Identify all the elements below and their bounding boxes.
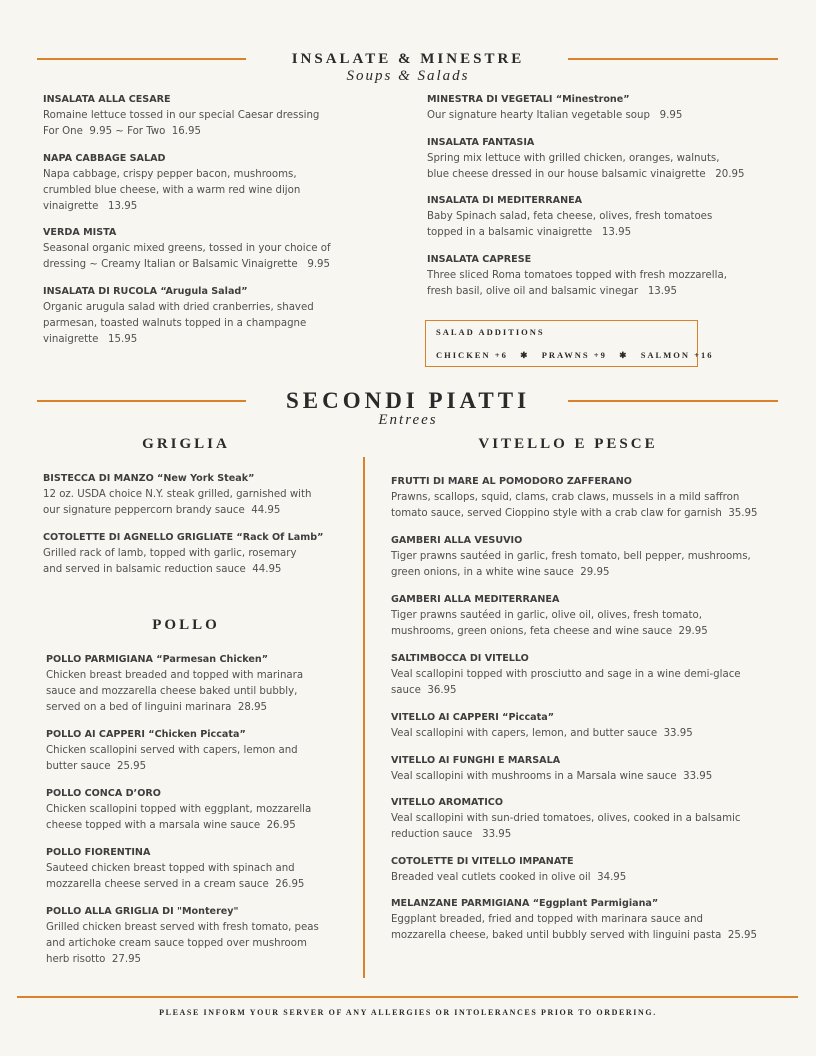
menu-item bbox=[427, 193, 712, 241]
menu-item-name: INSALATA ALLA CESARE bbox=[43, 94, 171, 105]
menu-item-description: Grilled chicken breast served with fresh tomato, peas bbox=[46, 922, 319, 933]
menu-item-name: POLLO AI CAPPERI “Chicken Piccata” bbox=[46, 729, 246, 740]
menu-item-name: POLLO CONCA D’ORO bbox=[46, 788, 161, 799]
menu-item-description: served on a bed of linguini marinara 28.95 bbox=[46, 702, 268, 713]
menu-item bbox=[43, 284, 314, 348]
menu-item-name: POLLO ALLA GRIGLIA DI "Monterey" bbox=[46, 906, 239, 917]
menu-item-description: Sauteed chicken breast topped with spinach and bbox=[46, 863, 295, 874]
menu-item-description: Prawns, scallops, squid, clams, crab claws, mussels in a mild saffron bbox=[391, 492, 740, 503]
menu-item-name: GAMBERI ALLA MEDITERRANEA bbox=[391, 594, 560, 605]
menu-item bbox=[46, 845, 304, 893]
menu-item-description: cheese topped with a marsala wine sauce 26.95 bbox=[46, 820, 296, 831]
menu-item-name: MINESTRA DI VEGETALI “Minestrone” bbox=[427, 94, 630, 105]
menu-item bbox=[391, 592, 708, 640]
menu-item-name: INSALATA CAPRESE bbox=[427, 254, 532, 265]
menu-item bbox=[46, 727, 298, 775]
column-divider bbox=[363, 457, 365, 978]
menu-item-description: Veal scallopini topped with prosciutto and sage in a wine demi-glace bbox=[391, 669, 741, 680]
menu-item bbox=[43, 471, 311, 519]
menu-item-description: Baby Spinach salad, feta cheese, olives, fresh tomatoes bbox=[427, 211, 713, 222]
menu-item bbox=[391, 474, 758, 522]
menu-item-name: VITELLO AI FUNGHI E MARSALA bbox=[391, 755, 561, 766]
menu-item-name: BISTECCA DI MANZO “New York Steak” bbox=[43, 473, 255, 484]
menu-item-description: vinaigrette 15.95 bbox=[43, 334, 138, 345]
menu-item bbox=[43, 151, 300, 215]
menu-item-description: mozzarella cheese served in a cream sauce 26.95 bbox=[46, 879, 305, 890]
menu-item bbox=[46, 786, 311, 834]
menu-item-description: Eggplant breaded, fried and topped with marinara sauce and bbox=[391, 914, 704, 925]
menu-item bbox=[46, 904, 319, 968]
menu-item-description: Chicken scallopini topped with eggplant, mozzarella bbox=[46, 804, 312, 815]
menu-item bbox=[391, 651, 741, 699]
menu-item-description: fresh basil, olive oil and balsamic vinegar 13.95 bbox=[427, 286, 677, 297]
menu-item bbox=[427, 252, 727, 300]
menu-item bbox=[43, 225, 331, 273]
menu-item-description: sauce and mozzarella cheese baked until bubbly, bbox=[46, 686, 298, 697]
menu-item-name: MELANZANE PARMIGIANA “Eggplant Parmigiana” bbox=[391, 898, 659, 909]
menu-item-name: VITELLO AROMATICO bbox=[391, 797, 503, 808]
menu-item-description: vinaigrette 13.95 bbox=[43, 201, 138, 212]
menu-item-description: Chicken scallopini served with capers, lemon and bbox=[46, 745, 298, 756]
menu-item-name: POLLO PARMIGIANA “Parmesan Chicken” bbox=[46, 654, 269, 665]
menu-item-description: Organic arugula salad with dried cranberries, shaved bbox=[43, 302, 314, 313]
menu-item bbox=[43, 92, 319, 140]
menu-item-description: For One 9.95 ~ For Two 16.95 bbox=[43, 126, 201, 137]
menu-item-name: FRUTTI DI MARE AL POMODORO ZAFFERANO bbox=[391, 476, 632, 487]
menu-item bbox=[391, 795, 741, 843]
menu-item-description: crumbled blue cheese, with a warm red wine dijon bbox=[43, 185, 301, 196]
menu-item-name: VITELLO AI CAPPERI “Piccata” bbox=[391, 712, 555, 723]
menu-item-description: Tiger prawns sautéed in garlic, olive oil, olives, fresh tomato, bbox=[391, 610, 702, 621]
menu-item-description: Veal scallopini with capers, lemon, and butter sauce 33.95 bbox=[391, 728, 693, 739]
menu-item-description: Chicken breast breaded and topped with marinara bbox=[46, 670, 304, 681]
heading-pollo: POLLO bbox=[152, 617, 220, 633]
heading-griglia: GRIGLIA bbox=[142, 436, 230, 452]
menu-item-description: reduction sauce 33.95 bbox=[391, 829, 512, 840]
section-subtitle-salads: Soups & Salads bbox=[346, 68, 470, 84]
menu-item-name: POLLO FIORENTINA bbox=[46, 847, 151, 858]
menu-item-description: Napa cabbage, crispy pepper bacon, mushrooms, bbox=[43, 169, 297, 180]
section-subtitle-entrees: Entrees bbox=[378, 412, 438, 428]
menu-item bbox=[391, 896, 757, 944]
menu-item-name: COTOLETTE DI VITELLO IMPANATE bbox=[391, 856, 574, 867]
menu-item-name: GAMBERI ALLA VESUVIO bbox=[391, 535, 523, 546]
footer-divider bbox=[17, 996, 798, 998]
menu-item-description: Spring mix lettuce with grilled chicken, oranges, walnuts, bbox=[427, 153, 720, 164]
menu-item-name: INSALATA DI MEDITERRANEA bbox=[427, 195, 583, 206]
menu-item-description: sauce 36.95 bbox=[391, 685, 457, 696]
section-title-salads: INSALATE & MINESTRE bbox=[291, 51, 525, 67]
menu-item bbox=[391, 753, 712, 785]
heading-vitello-e-pesce: VITELLO E PESCE bbox=[478, 436, 658, 452]
menu-item-description: Romaine lettuce tossed in our special Caesar dressing bbox=[43, 110, 320, 121]
menu-item bbox=[46, 652, 303, 716]
salad-additions-title: SALAD ADDITIONS bbox=[436, 327, 545, 337]
menu-item-description: Tiger prawns sautéed in garlic, fresh tomato, bell pepper, mushrooms, bbox=[391, 551, 751, 562]
menu-item-name: INSALATA FANTASIA bbox=[427, 137, 535, 148]
menu-item bbox=[391, 533, 751, 581]
menu-item-name: VERDA MISTA bbox=[43, 227, 117, 238]
menu-item-description: butter sauce 25.95 bbox=[46, 761, 147, 772]
menu-item bbox=[427, 135, 744, 183]
menu-item-name: SALTIMBOCCA DI VITELLO bbox=[391, 653, 529, 664]
salad-additions-options: CHICKEN +6 ✱ PRAWNS +9 ✱ SALMON +16 bbox=[436, 350, 714, 360]
menu-item-description: 12 oz. USDA choice N.Y. steak grilled, garnished with bbox=[43, 489, 312, 500]
menu-item-description: our signature peppercorn brandy sauce 44.95 bbox=[43, 505, 281, 516]
menu-item-description: and served in balsamic reduction sauce 44.95 bbox=[43, 564, 282, 575]
menu-item-description: Grilled rack of lamb, topped with garlic, rosemary bbox=[43, 548, 297, 559]
menu-item-description: Veal scallopini with mushrooms in a Marsala wine sauce 33.95 bbox=[391, 771, 713, 782]
menu-item-description: green onions, in a white wine sauce 29.95 bbox=[391, 567, 610, 578]
menu-item-description: and artichoke cream sauce topped over mushroom bbox=[46, 938, 307, 949]
allergy-notice: PLEASE INFORM YOUR SERVER OF ANY ALLERGIES OR INTOLERANCES PRIOR TO ORDERING. bbox=[159, 1008, 657, 1017]
menu-item-description: herb risotto 27.95 bbox=[46, 954, 142, 965]
menu-item-description: Veal scallopini with sun-dried tomatoes, olives, cooked in a balsamic bbox=[391, 813, 741, 824]
menu-item-description: Breaded veal cutlets cooked in olive oil 34.95 bbox=[391, 872, 627, 883]
menu-item-description: parmesan, toasted walnuts topped in a champagne bbox=[43, 318, 307, 329]
menu-item-description: blue cheese dressed in our house balsamic vinaigrette 20.95 bbox=[427, 169, 745, 180]
menu-item-description: mozzarella cheese, baked until bubbly served with linguini pasta 25.95 bbox=[391, 930, 758, 941]
menu-item-description: tomato sauce, served Cioppino style with a crab claw for garnish 35.95 bbox=[391, 508, 758, 519]
menu-item-description: dressing ~ Creamy Italian or Balsamic Vinaigrette 9.95 bbox=[43, 259, 331, 270]
menu-item-description: Three sliced Roma tomatoes topped with fresh mozzarella, bbox=[427, 270, 727, 281]
menu-item-description: Our signature hearty Italian vegetable soup 9.95 bbox=[427, 110, 683, 121]
menu-item-description: topped in a balsamic vinaigrette 13.95 bbox=[427, 227, 632, 238]
menu-item bbox=[391, 710, 693, 742]
salad-additions-box bbox=[425, 320, 714, 367]
menu-item-description: mushrooms, green onions, feta cheese and wine sauce 29.95 bbox=[391, 626, 708, 637]
section-title-entrees: SECONDI PIATTI bbox=[285, 388, 531, 413]
menu-item-name: INSALATA DI RUCOLA “Arugula Salad” bbox=[43, 286, 248, 297]
menu-item bbox=[391, 854, 626, 886]
menu-item-name: COTOLETTE DI AGNELLO GRIGLIATE “Rack Of Lamb” bbox=[43, 532, 324, 543]
menu-item-name: NAPA CABBAGE SALAD bbox=[43, 153, 166, 164]
menu-item-description: Seasonal organic mixed greens, tossed in your choice of bbox=[43, 243, 331, 254]
menu-item bbox=[43, 530, 323, 578]
menu-item bbox=[427, 92, 682, 124]
